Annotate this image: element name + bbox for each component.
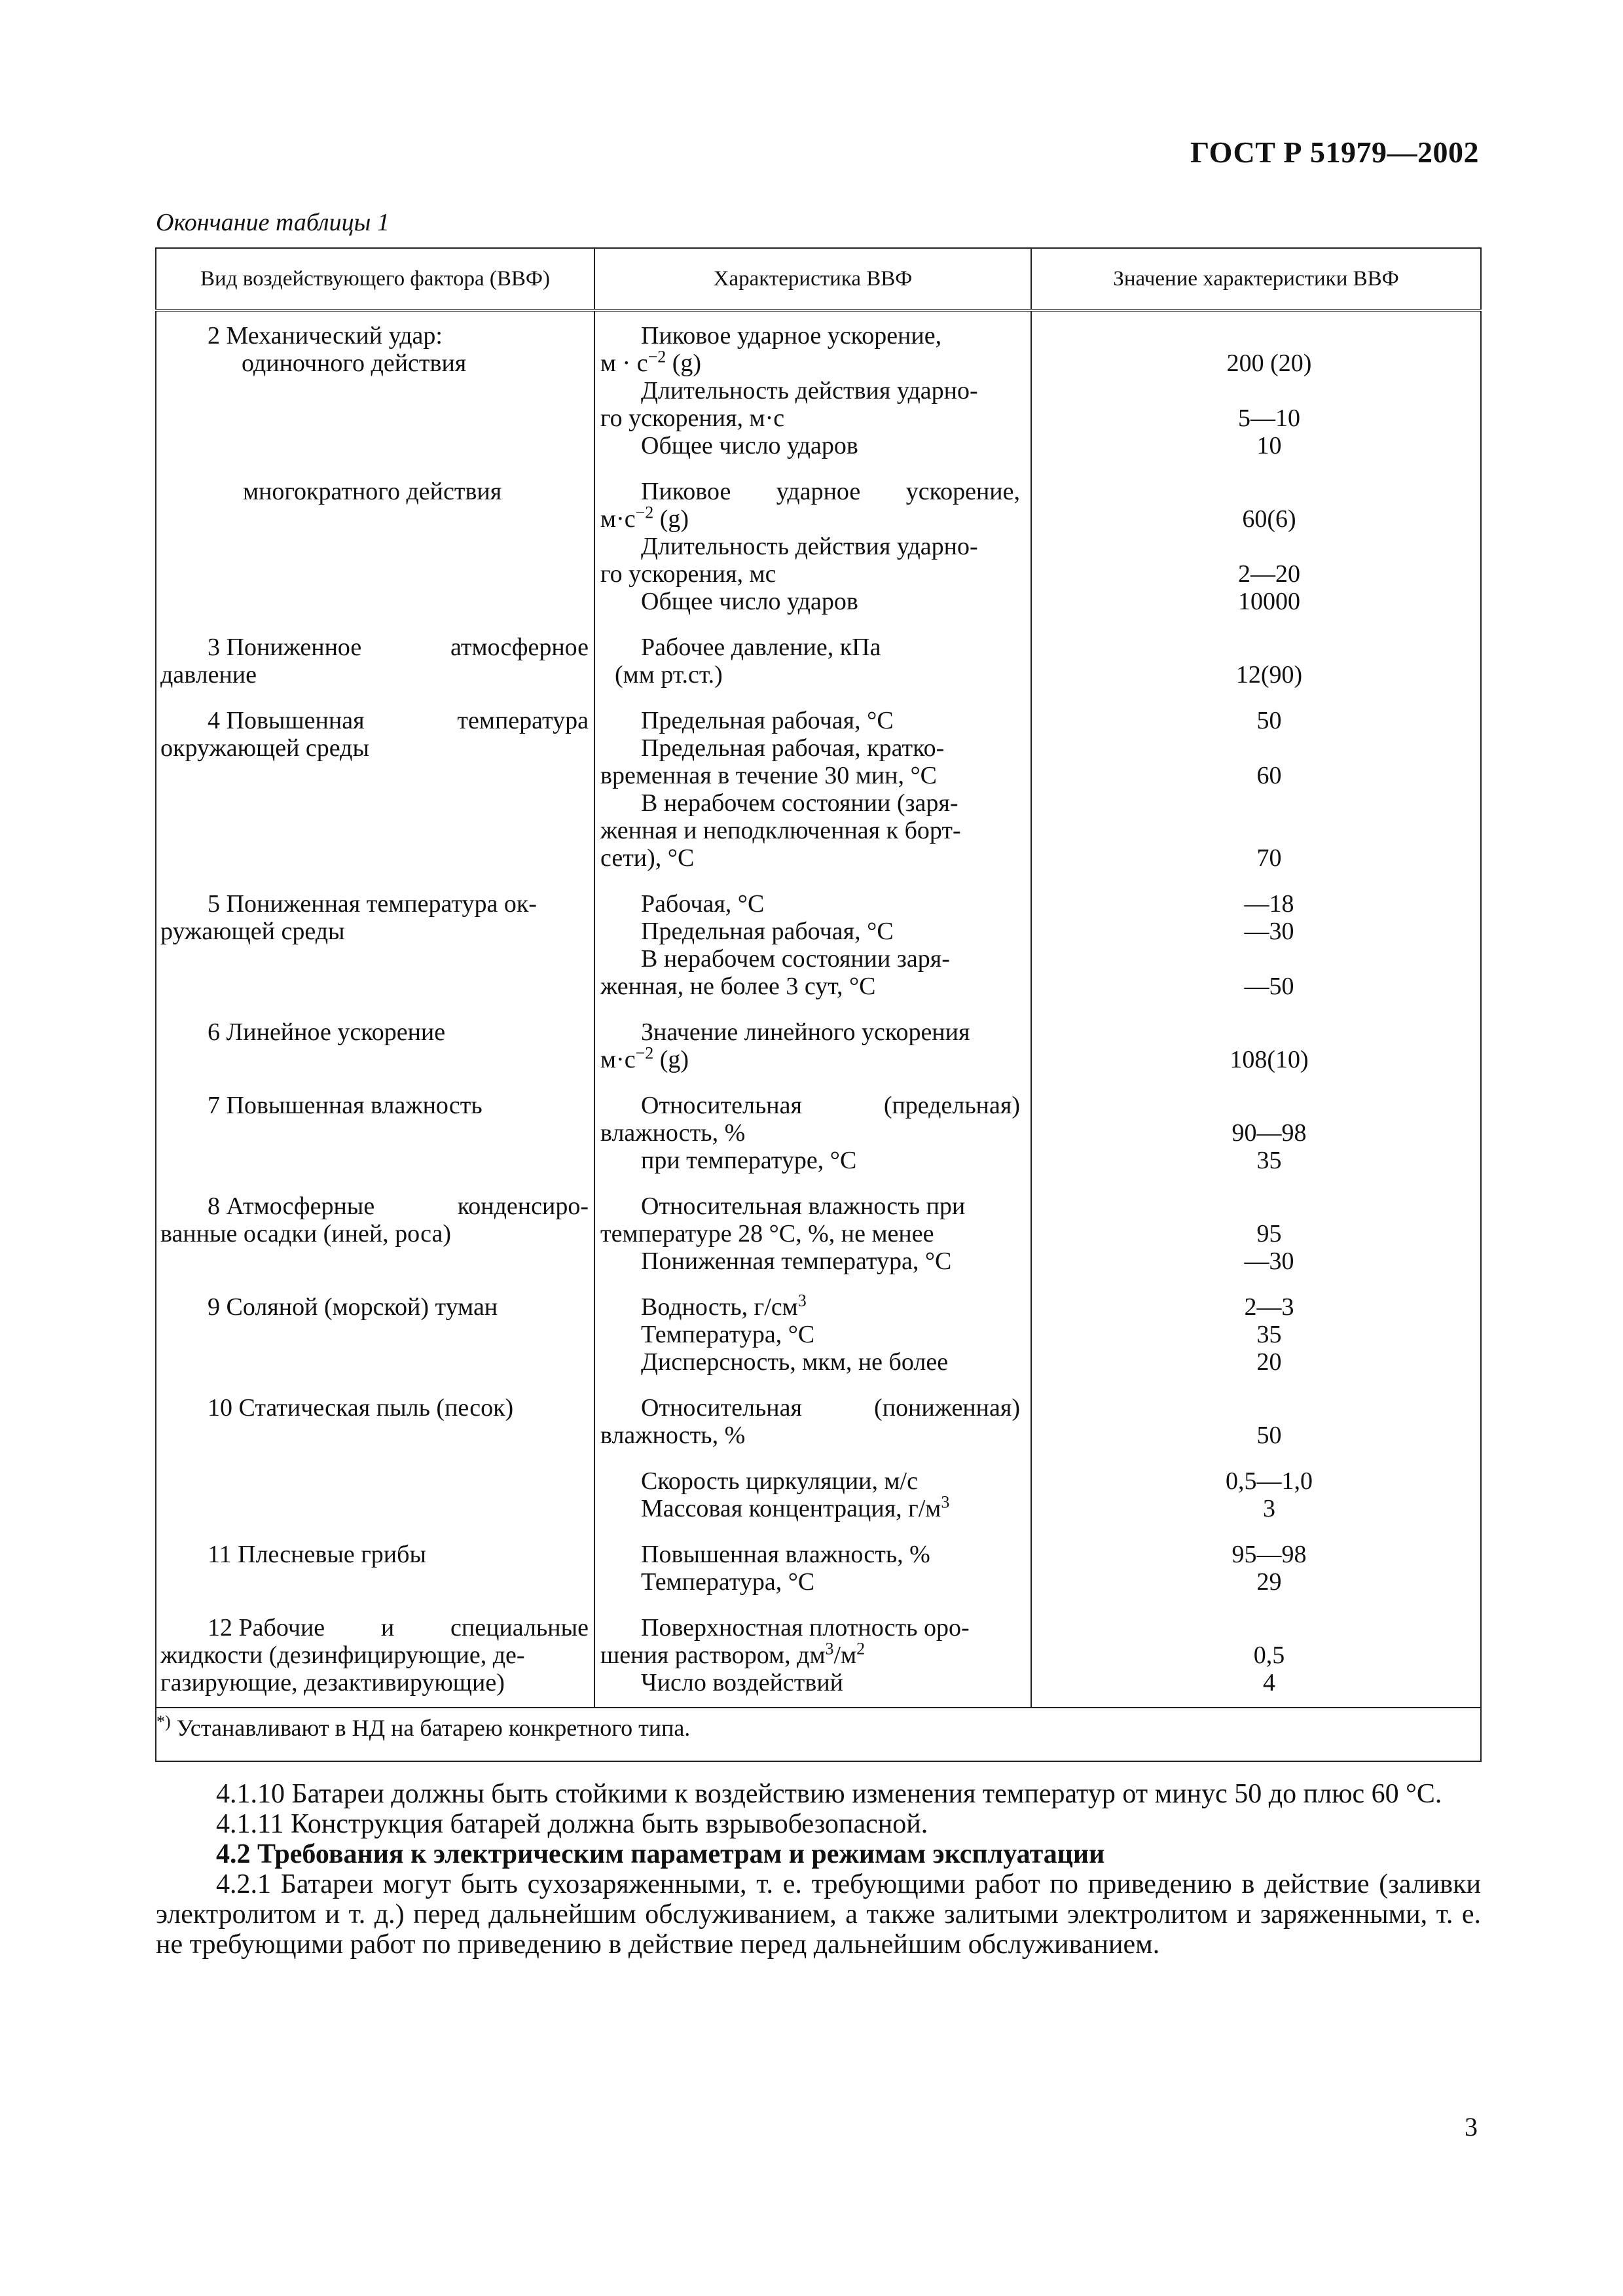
characteristic-part: м · с (600, 350, 648, 377)
characteristic-part: м·с (600, 1046, 636, 1073)
characteristic-word: Относительная (641, 1394, 802, 1422)
characteristic-text: Повышенная влажность, % (641, 1541, 930, 1568)
column-header-factor: Вид воздействующего фактора (ВВФ) (156, 248, 594, 310)
value-text: 95 (1256, 1220, 1282, 1247)
characteristic-text: женная и неподключенная к борт- (600, 817, 961, 844)
characteristic-text (595, 1092, 1030, 1119)
characteristic-text: временная в течение 30 мин, °С (600, 762, 937, 789)
characteristic-text: го ускорения, мс (600, 560, 776, 588)
factor-text: 6 Линейное ускорение (208, 1018, 446, 1046)
characteristic-text: Общее число ударов (641, 432, 858, 459)
value-text: 2—20 (1238, 560, 1300, 588)
characteristic-text: Температура, °С (641, 1321, 815, 1348)
factor-word: и (380, 1614, 395, 1641)
factor-word: 12 Рабочие (208, 1614, 325, 1641)
factor-text: ружающей среды (160, 918, 345, 945)
factor-column (156, 310, 594, 1708)
characteristic-column (594, 310, 1031, 1708)
characteristic-text: влажность, % (600, 1422, 746, 1449)
characteristic-word: ускорение, (905, 478, 1020, 505)
characteristic-text (595, 1394, 1030, 1422)
factor-text: 9 Соляной (морской) туман (208, 1293, 498, 1321)
value-text: 10 (1256, 432, 1282, 459)
characteristic-part: (g) (666, 350, 702, 377)
value-text: 10000 (1238, 588, 1300, 615)
factor-word: атмосферное (450, 634, 589, 661)
factor-word: 3 Пониженное (208, 634, 362, 661)
value-text: 70 (1256, 844, 1282, 872)
characteristic-text: Скорость циркуляции, м/с (641, 1467, 918, 1495)
factor-text (156, 634, 594, 661)
characteristic-text: Число воздействий (641, 1669, 843, 1696)
factor-text (156, 1193, 594, 1220)
factor-text: окружающей среды (160, 734, 370, 762)
superscript: −2 (635, 1043, 654, 1063)
value-text: 50 (1256, 707, 1282, 734)
value-text: 200 (20) (1226, 350, 1312, 377)
characteristic-text (595, 1641, 1030, 1669)
factor-text: ванные осадки (иней, роса) (160, 1220, 451, 1247)
characteristic-text: (мм рт.ст.) (615, 661, 723, 689)
characteristic-text: В нерабочем состоянии (заря- (641, 789, 958, 817)
characteristic-text (595, 347, 1030, 377)
characteristic-text: Длительность действия ударно- (641, 533, 978, 560)
characteristic-word: Относительная (641, 1092, 802, 1119)
factor-word: 8 Атмосферные (208, 1193, 375, 1220)
characteristic-text: го ускорения, м·с (600, 404, 785, 432)
characteristic-part: (g) (653, 505, 689, 533)
characteristic-text: Пониженная температура, °С (641, 1247, 952, 1275)
value-text: 95—98 (1231, 1541, 1307, 1568)
factor-text (156, 1614, 594, 1641)
value-text: 50 (1256, 1422, 1282, 1449)
characteristic-text (595, 478, 1030, 505)
factor-text: жидкости (дезинфицирующие, де- (160, 1641, 525, 1669)
characteristic-text: влажность, % (600, 1119, 746, 1147)
characteristic-text: Пиковое ударное ускорение, (641, 322, 942, 350)
value-text: —50 (1244, 973, 1294, 1000)
standard-designation: ГОСТ Р 51979—2002 (1190, 135, 1479, 169)
characteristic-part: шения раствором, дм (600, 1641, 826, 1669)
value-text: 90—98 (1231, 1119, 1307, 1147)
value-text: —30 (1244, 1247, 1294, 1275)
table-caption: Окончание таблицы 1 (156, 209, 390, 236)
value-text: 108(10) (1230, 1046, 1309, 1073)
characteristic-text: женная, не более 3 сут, °С (600, 973, 876, 1000)
value-text: 12(90) (1235, 661, 1303, 689)
value-text: 5—10 (1238, 404, 1300, 432)
characteristic-text: Предельная рабочая, °С (641, 707, 894, 734)
column-header-value: Значение характеристики ВВФ (1031, 248, 1481, 310)
page-number: 3 (1465, 2112, 1478, 2142)
characteristic-text (595, 505, 1030, 533)
characteristic-text: Длительность действия ударно- (641, 377, 978, 404)
value-text: 35 (1256, 1321, 1282, 1348)
characteristic-word: Пиковое (641, 478, 731, 505)
characteristic-text: Общее число ударов (641, 588, 858, 615)
characteristic-word: (пониженная) (874, 1394, 1020, 1422)
characteristic-word: ударное (776, 478, 861, 505)
paragraph-4-2-1: 4.2.1 Батареи могут быть сухозаряженными, т. е. требующими работ по приведению в действие (заливки электролитом и т. д.) перед дальнейшим обслуживанием, а также залитыми электролитом и заряженными, т. е. не требующими работ по приведению в действие перед дальнейшим обслуживанием. (156, 1869, 1481, 1960)
superscript: 2 (856, 1639, 866, 1659)
factor-text: многократного действия (243, 478, 502, 505)
factor-text: одиночного действия (242, 350, 467, 377)
characteristic-text: Предельная рабочая, кратко- (641, 734, 945, 762)
characteristic-part: Массовая концентрация, г/м (641, 1495, 941, 1522)
factor-word: конденсиро- (457, 1193, 589, 1220)
characteristic-text: Относительная влажность при (641, 1193, 966, 1220)
factor-word: температура (457, 707, 589, 734)
value-text: 60(6) (1242, 505, 1296, 533)
characteristic-text (595, 1492, 1030, 1522)
factor-text: 5 Пониженная температура ок- (208, 890, 537, 918)
characteristic-text: Значение линейного ускорения (641, 1018, 970, 1046)
column-header-characteristic: Характеристика ВВФ (594, 248, 1031, 310)
value-text: 60 (1256, 762, 1282, 789)
value-text: 20 (1256, 1348, 1282, 1376)
characteristic-text: Дисперсность, мкм, не более (641, 1348, 949, 1376)
characteristic-text: Температура, °С (641, 1568, 815, 1596)
value-text: 29 (1256, 1568, 1282, 1596)
factor-text: газирующие, дезактивирующие) (160, 1669, 505, 1696)
value-column (1031, 310, 1481, 1708)
factor-text: давление (160, 661, 257, 689)
value-text: 2—3 (1244, 1293, 1294, 1321)
characteristic-part: /м (833, 1641, 857, 1669)
factor-text: 7 Повышенная влажность (208, 1092, 483, 1119)
characteristic-text: температуре 28 °С, %, не менее (600, 1220, 934, 1247)
characteristic-text: Рабочая, °С (641, 890, 765, 918)
table-body-row (156, 310, 1481, 1708)
factor-word: специальные (450, 1614, 589, 1641)
superscript: −2 (647, 347, 666, 367)
factor-text (156, 707, 594, 734)
body-text (156, 1779, 1481, 1960)
value-text: 4 (1263, 1669, 1275, 1696)
factor-text: 10 Статическая пыль (песок) (208, 1394, 514, 1422)
value-text: —18 (1244, 890, 1294, 918)
characteristic-text: Предельная рабочая, °С (641, 918, 894, 945)
section-heading-4-2: 4.2 Требования к электрическим параметрам и режимам эксплуатации (216, 1839, 1105, 1869)
paragraph-4-1-11: 4.1.11 Конструкция батарей должна быть взрывобезопасной. (216, 1809, 928, 1839)
characteristic-text: Рабочее давление, кПа (641, 634, 881, 661)
footnote-mark: *) (156, 1712, 171, 1731)
factor-text: 2 Механический удар: (208, 322, 443, 350)
table-footnote (156, 1708, 1481, 1761)
characteristic-word: (предельная) (883, 1092, 1020, 1119)
characteristic-text: сети), °С (600, 844, 695, 872)
superscript: −2 (635, 503, 654, 522)
characteristic-part: Водность, г/см (641, 1293, 798, 1321)
characteristic-text: при температуре, °С (641, 1147, 857, 1174)
superscript: 3 (825, 1639, 834, 1659)
factor-word: 4 Повышенная (208, 707, 365, 734)
superscript: 3 (941, 1492, 950, 1512)
value-text: —30 (1244, 918, 1294, 945)
paragraph-4-1-10: 4.1.10 Батареи должны быть стойкими к воздействию изменения температур от минус 50 до плюс 60 °С. (216, 1779, 1442, 1809)
characteristic-text (595, 1293, 1030, 1321)
footnote-row (156, 1708, 1481, 1761)
value-text: 35 (1256, 1147, 1282, 1174)
characteristic-text: В нерабочем состоянии заря- (641, 945, 950, 973)
value-text: 3 (1263, 1495, 1275, 1522)
value-text: 0,5 (1253, 1641, 1285, 1669)
characteristic-part: м·с (600, 505, 636, 533)
characteristic-part: (g) (653, 1046, 689, 1073)
value-text: 0,5—1,0 (1226, 1467, 1313, 1495)
factor-text: 11 Плесневые грибы (208, 1541, 427, 1568)
characteristic-text: Поверхностная плотность оро- (641, 1614, 970, 1641)
table-header-row (156, 248, 1481, 310)
requirements-table (155, 247, 1482, 1762)
superscript: 3 (797, 1291, 807, 1310)
characteristic-text (595, 1043, 1030, 1073)
footnote-text: Устанавливают в НД на батарею конкретного типа. (170, 1715, 691, 1741)
